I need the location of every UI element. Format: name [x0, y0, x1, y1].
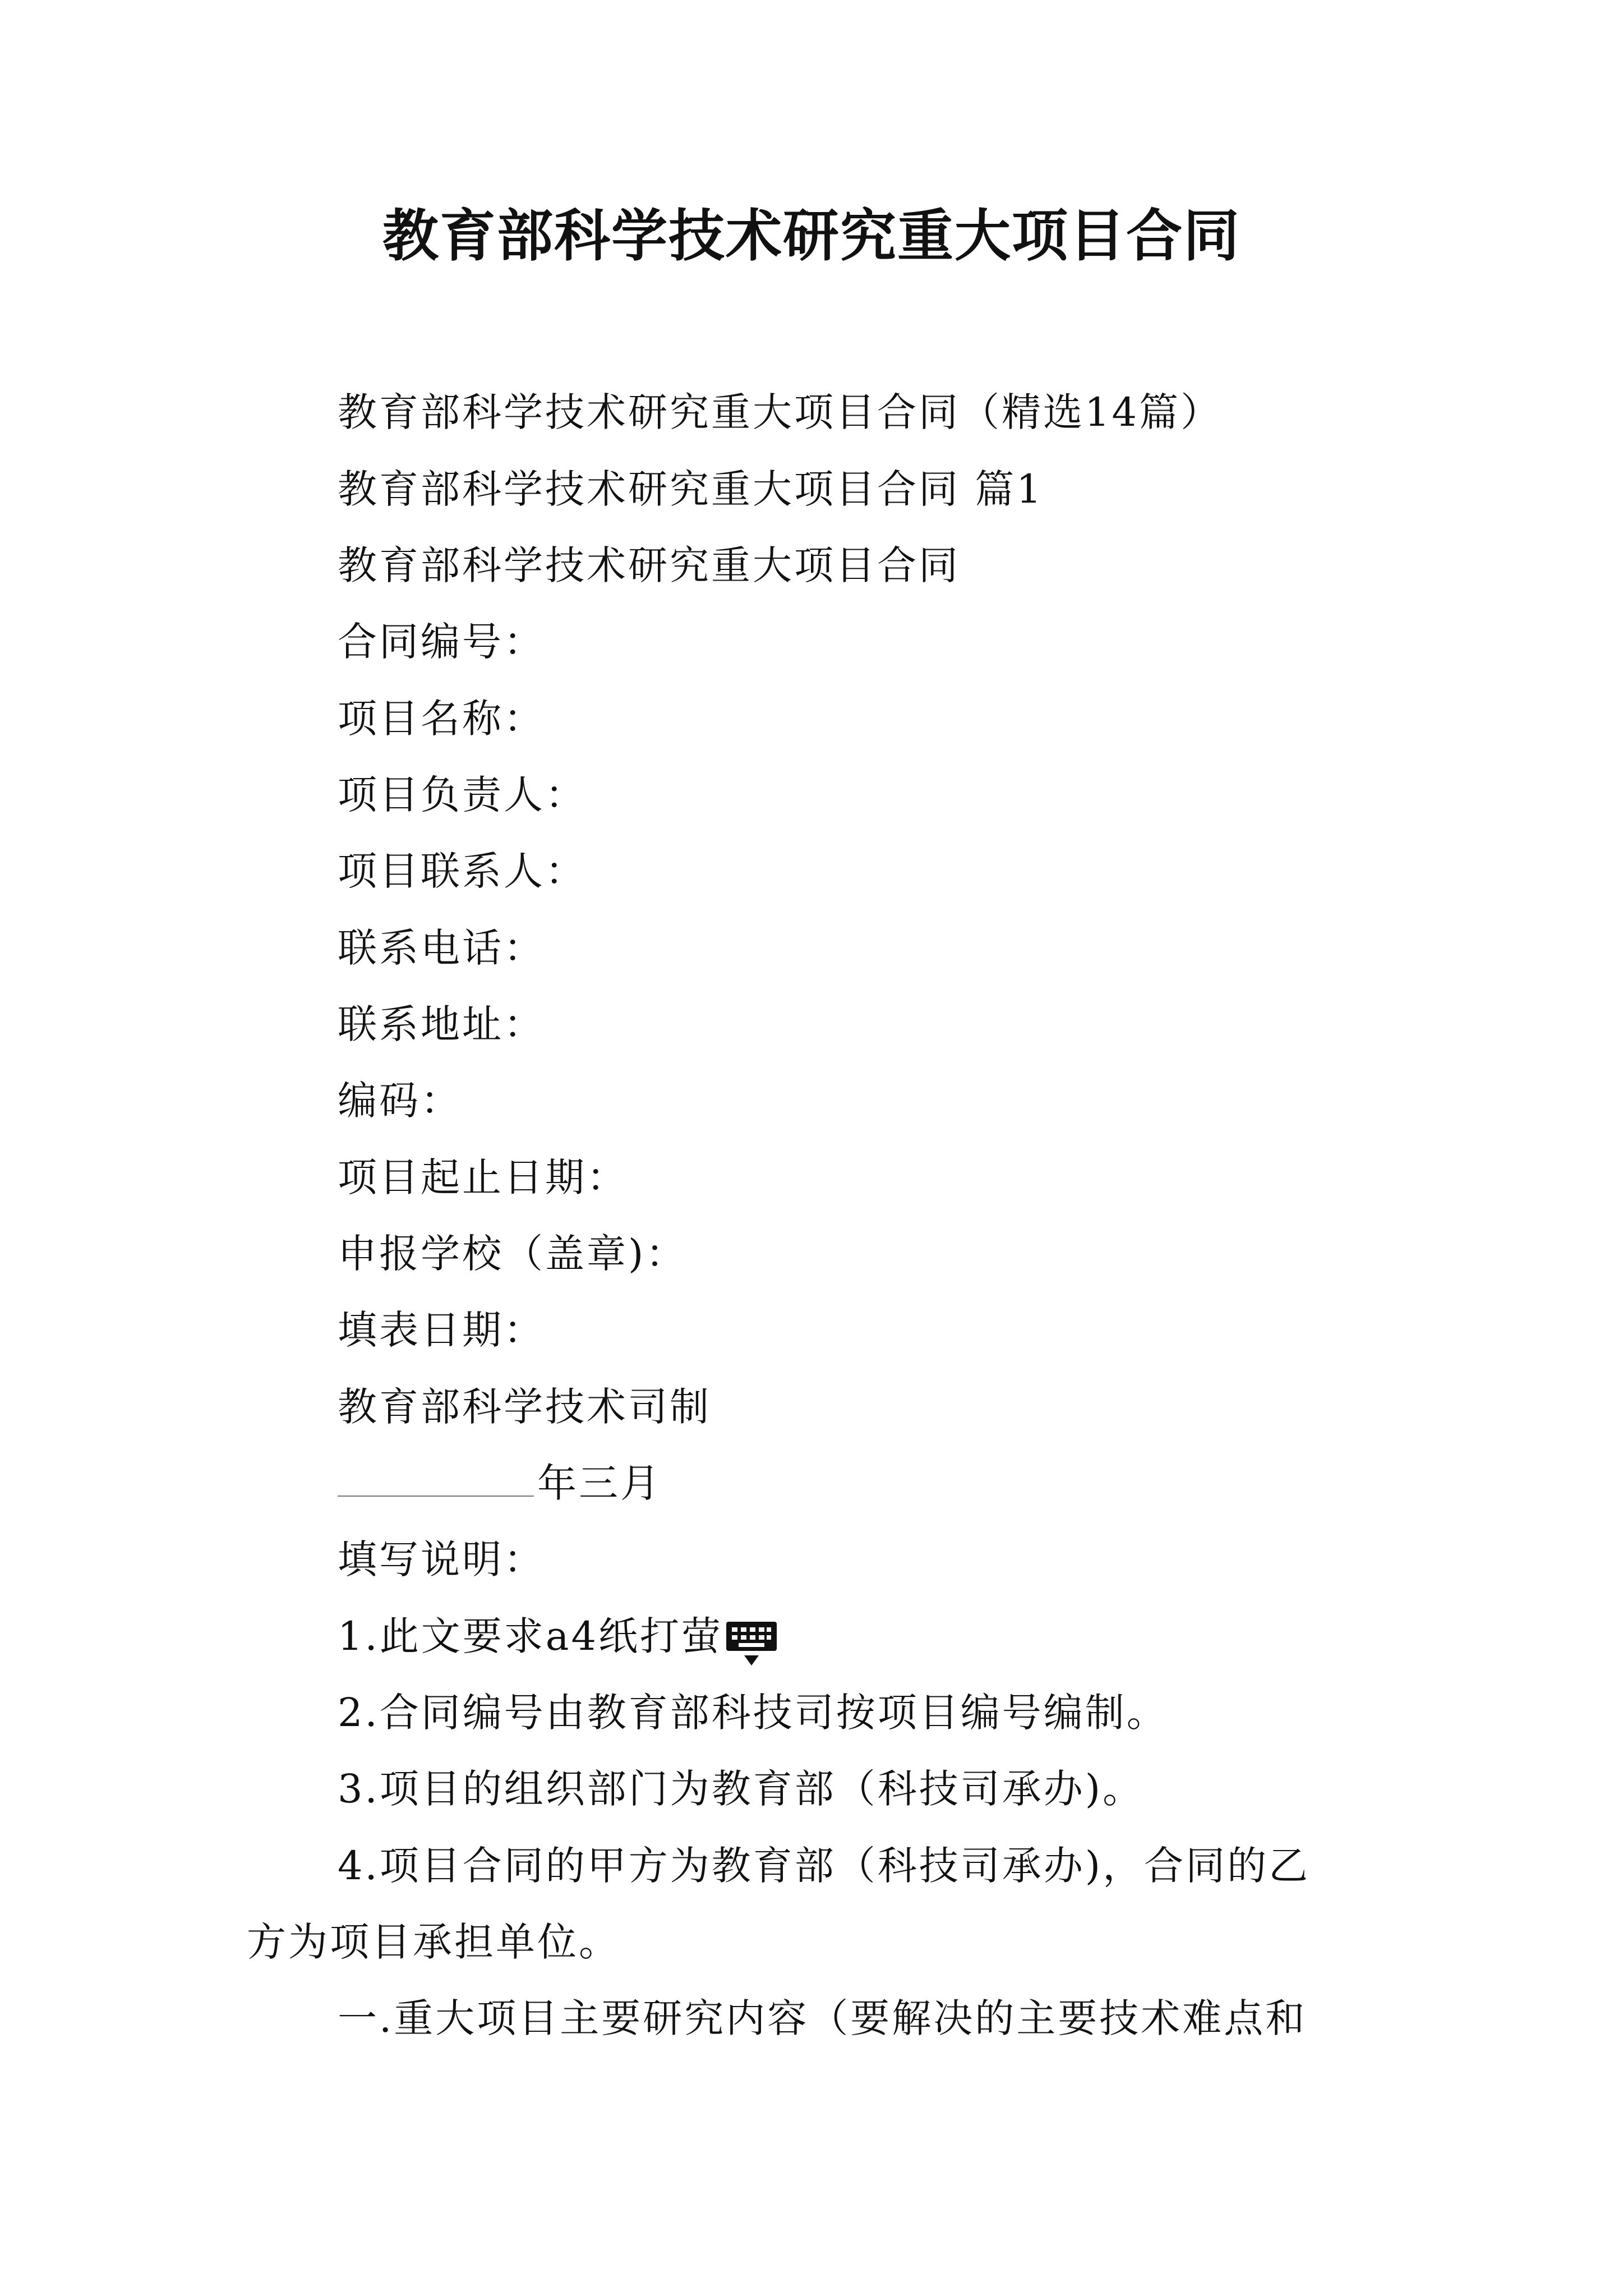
contract-name-line: 教育部科学技术研究重大项目合同 [338, 542, 960, 588]
section-1-heading: 一.重大项目主要研究内容（要解决的主要技术难点和 [338, 1995, 1307, 2041]
project-name-label: 项目名称： [338, 696, 545, 742]
year-line [338, 1455, 662, 1511]
contract-number-label: 合同编号： [338, 619, 545, 665]
address-label: 联系地址： [338, 1001, 545, 1047]
instruction-2: 2.合同编号由教育部科技司按项目编号编制。 [338, 1690, 1168, 1736]
instructions-heading: 填写说明： [338, 1536, 545, 1582]
document-title: 教育部科学技术研究重大项目合同 [382, 203, 1241, 269]
instruction-1 [338, 1608, 778, 1664]
instruction-4-line-1: 4.项目合同的甲方为教育部（科技司承办)，合同的乙 [338, 1843, 1311, 1889]
issuer-line: 教育部科学技术司制 [338, 1384, 711, 1430]
keyboard-icon [725, 1621, 778, 1653]
instruction-3: 3.项目的组织部门为教育部（科技司承办)。 [338, 1766, 1145, 1812]
instruction-4-line-2: 方为项目承担单位。 [247, 1919, 620, 1965]
subtitle-line: 教育部科学技术研究重大项目合同（精选14篇） [338, 389, 1223, 435]
phone-label: 联系电话： [338, 925, 545, 971]
applicant-school-label: 申报学校（盖章)： [338, 1231, 688, 1277]
project-contact-label: 项目联系人： [338, 848, 587, 894]
postal-code-label: 编码： [338, 1078, 462, 1124]
instruction-1-text: 1.此文要求a4纸打萤 [338, 1613, 723, 1659]
section-heading: 教育部科学技术研究重大项目合同 篇1 [338, 466, 1044, 512]
project-leader-label: 项目负责人： [338, 772, 587, 818]
project-dates-label: 项目起止日期： [338, 1154, 628, 1200]
year-suffix: 年三月 [537, 1460, 662, 1506]
year-blank [338, 1456, 534, 1497]
fill-date-label: 填表日期： [338, 1307, 545, 1353]
